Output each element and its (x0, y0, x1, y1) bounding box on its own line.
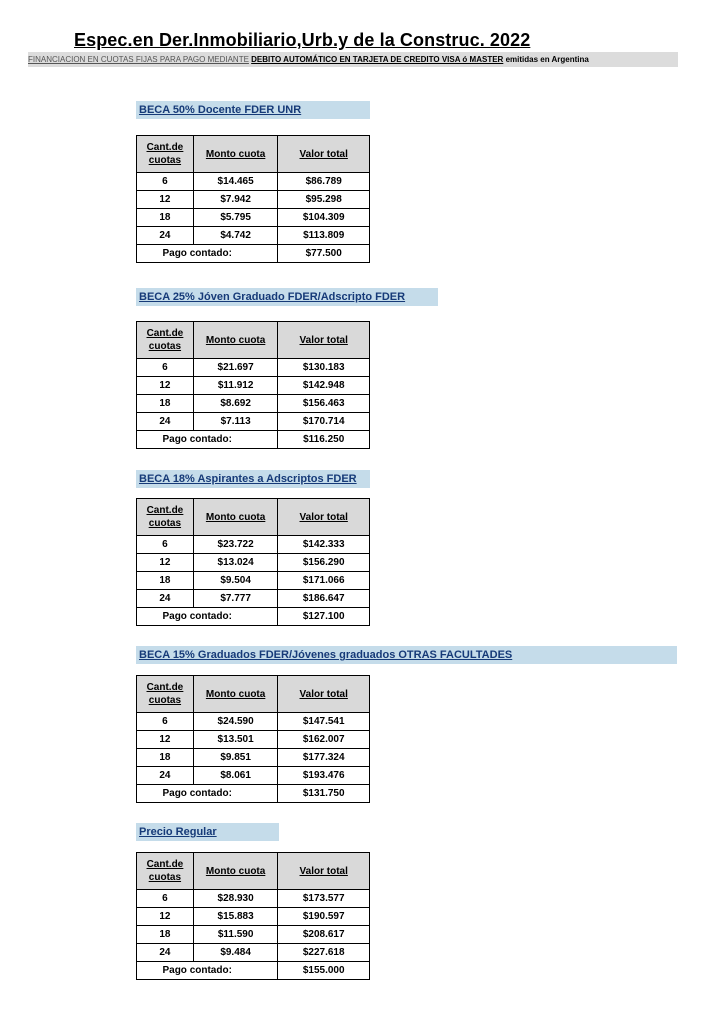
cash-payment-row (137, 962, 370, 980)
header-installment-amount-text: Monto cuota (205, 865, 266, 877)
header-installments-line2: cuotas (148, 155, 182, 166)
header-installments-line1: Cant.de (146, 328, 184, 339)
cell-cuotas: 6 (137, 536, 194, 554)
cell-valor: $171.066 (278, 572, 370, 590)
header-installment-amount-text: Monto cuota (205, 511, 266, 523)
cash-payment-value: $155.000 (278, 962, 370, 980)
cell-monto: $8.692 (193, 395, 278, 413)
header-installments-line1: Cant.de (146, 682, 184, 693)
cell-valor: $227.618 (278, 944, 370, 962)
header-total-value (278, 499, 370, 536)
cell-cuotas: 24 (137, 413, 194, 431)
cell-valor: $130.183 (278, 359, 370, 377)
cell-cuotas: 18 (137, 395, 194, 413)
cell-valor: $142.948 (278, 377, 370, 395)
cell-monto: $28.930 (193, 890, 278, 908)
cash-payment-label: Pago contado: (137, 245, 278, 263)
cell-cuotas: 18 (137, 572, 194, 590)
cell-monto: $7.942 (193, 191, 278, 209)
cell-cuotas: 24 (137, 227, 194, 245)
section-title (136, 823, 279, 841)
subtitle-suffix: emitidas en Argentina (505, 55, 589, 64)
cash-payment-row (137, 785, 370, 803)
section-title (136, 101, 370, 119)
section-title (136, 470, 370, 488)
cash-payment-row (137, 245, 370, 263)
header-installment-amount-text: Monto cuota (205, 148, 266, 160)
cell-monto: $7.113 (193, 413, 278, 431)
header-installments-line2: cuotas (148, 872, 182, 883)
cell-monto: $11.912 (193, 377, 278, 395)
table-row (137, 926, 370, 944)
table-row (137, 572, 370, 590)
section-title (136, 646, 677, 664)
cell-cuotas: 6 (137, 713, 194, 731)
cell-cuotas: 6 (137, 890, 194, 908)
table-header-row (137, 499, 370, 536)
header-installments-line1: Cant.de (146, 505, 184, 516)
cell-cuotas: 12 (137, 377, 194, 395)
cell-valor: $177.324 (278, 749, 370, 767)
financing-subtitle (28, 52, 678, 67)
cell-cuotas: 12 (137, 908, 194, 926)
cell-monto: $23.722 (193, 536, 278, 554)
header-installments-line2: cuotas (148, 695, 182, 706)
cell-valor: $147.541 (278, 713, 370, 731)
header-total-value (278, 322, 370, 359)
cash-payment-value: $77.500 (278, 245, 370, 263)
cell-monto: $4.742 (193, 227, 278, 245)
cash-payment-row (137, 608, 370, 626)
cell-valor: $173.577 (278, 890, 370, 908)
cell-monto: $13.501 (193, 731, 278, 749)
cell-monto: $5.795 (193, 209, 278, 227)
page-title: Espec.en Der.Inmobiliario,Urb.y de la Construc. 2022 (74, 30, 531, 50)
table-row (137, 767, 370, 785)
cash-payment-value: $131.750 (278, 785, 370, 803)
cell-valor: $113.809 (278, 227, 370, 245)
cell-cuotas: 12 (137, 191, 194, 209)
section-title-text: BECA 25% Jóven Graduado FDER/Adscripto FDER (139, 291, 406, 303)
table-row (137, 713, 370, 731)
table-row (137, 191, 370, 209)
cash-payment-label: Pago contado: (137, 431, 278, 449)
section-title (136, 288, 438, 306)
section-title-text: BECA 50% Docente FDER UNR (139, 104, 302, 116)
table-header-row (137, 322, 370, 359)
table-row (137, 377, 370, 395)
header-installment-amount (193, 853, 278, 890)
header-total-value (278, 136, 370, 173)
header-installments-line2: cuotas (148, 518, 182, 529)
cell-monto: $21.697 (193, 359, 278, 377)
table-header-row (137, 676, 370, 713)
cell-cuotas: 12 (137, 731, 194, 749)
cell-valor: $156.290 (278, 554, 370, 572)
cash-payment-label: Pago contado: (137, 785, 278, 803)
installments-table (136, 675, 370, 803)
header-total-value-text: Valor total (299, 511, 348, 523)
cell-monto: $9.504 (193, 572, 278, 590)
cell-monto: $9.851 (193, 749, 278, 767)
header-installment-amount-text: Monto cuota (205, 334, 266, 346)
table-row (137, 944, 370, 962)
header-installments (137, 676, 194, 713)
header-total-value-text: Valor total (299, 865, 348, 877)
cell-valor: $208.617 (278, 926, 370, 944)
header-installments-line2: cuotas (148, 341, 182, 352)
table-row (137, 554, 370, 572)
header-installments-line1: Cant.de (146, 142, 184, 153)
header-total-value-text: Valor total (299, 148, 348, 160)
header-total-value-text: Valor total (299, 688, 348, 700)
table-row (137, 731, 370, 749)
table-row (137, 173, 370, 191)
table-row (137, 395, 370, 413)
cell-valor: $193.476 (278, 767, 370, 785)
table-row (137, 590, 370, 608)
table-header-row (137, 853, 370, 890)
cash-payment-label: Pago contado: (137, 608, 278, 626)
table-header-row (137, 136, 370, 173)
installments-table (136, 321, 370, 449)
cell-cuotas: 24 (137, 767, 194, 785)
table-row (137, 890, 370, 908)
header-installment-amount (193, 676, 278, 713)
cell-monto: $15.883 (193, 908, 278, 926)
cell-cuotas: 6 (137, 173, 194, 191)
cell-cuotas: 6 (137, 359, 194, 377)
installments-table (136, 498, 370, 626)
cell-monto: $7.777 (193, 590, 278, 608)
header-total-value (278, 853, 370, 890)
section-title-text: BECA 15% Graduados FDER/Jóvenes graduados OTRAS FACULTADES (139, 649, 513, 661)
cell-cuotas: 18 (137, 209, 194, 227)
cell-monto: $11.590 (193, 926, 278, 944)
cash-payment-label: Pago contado: (137, 962, 278, 980)
table-row (137, 749, 370, 767)
table-row (137, 536, 370, 554)
cell-monto: $9.484 (193, 944, 278, 962)
cell-monto: $8.061 (193, 767, 278, 785)
cash-payment-row (137, 431, 370, 449)
header-installments-line1: Cant.de (146, 859, 184, 870)
table-row (137, 227, 370, 245)
cell-valor: $95.298 (278, 191, 370, 209)
header-installments (137, 499, 194, 536)
header-installments (137, 853, 194, 890)
header-installment-amount (193, 499, 278, 536)
table-row (137, 908, 370, 926)
cash-payment-value: $116.250 (278, 431, 370, 449)
cell-valor: $186.647 (278, 590, 370, 608)
header-total-value (278, 676, 370, 713)
cell-monto: $14.465 (193, 173, 278, 191)
cell-cuotas: 24 (137, 944, 194, 962)
header-installment-amount (193, 136, 278, 173)
table-row (137, 359, 370, 377)
cell-valor: $162.007 (278, 731, 370, 749)
subtitle-payment-method: DEBITO AUTOMÁTICO EN TARJETA DE CREDITO VISA ó MASTER (251, 55, 504, 64)
cell-cuotas: 18 (137, 749, 194, 767)
section-title-text: Precio Regular (139, 826, 217, 838)
header-installments (137, 322, 194, 359)
header-total-value-text: Valor total (299, 334, 348, 346)
cell-valor: $104.309 (278, 209, 370, 227)
table-row (137, 413, 370, 431)
cell-valor: $86.789 (278, 173, 370, 191)
header-installment-amount-text: Monto cuota (205, 688, 266, 700)
table-row (137, 209, 370, 227)
subtitle-prefix: FINANCIACION EN CUOTAS FIJAS PARA PAGO MEDIANTE (28, 55, 249, 64)
cell-valor: $190.597 (278, 908, 370, 926)
section-title-text: BECA 18% Aspirantes a Adscriptos FDER (139, 473, 357, 485)
cell-monto: $24.590 (193, 713, 278, 731)
cell-valor: $156.463 (278, 395, 370, 413)
installments-table (136, 135, 370, 263)
header-installment-amount (193, 322, 278, 359)
cell-monto: $13.024 (193, 554, 278, 572)
cell-cuotas: 18 (137, 926, 194, 944)
cell-valor: $142.333 (278, 536, 370, 554)
cash-payment-value: $127.100 (278, 608, 370, 626)
header-installments (137, 136, 194, 173)
cell-cuotas: 24 (137, 590, 194, 608)
cell-valor: $170.714 (278, 413, 370, 431)
installments-table (136, 852, 370, 980)
cell-cuotas: 12 (137, 554, 194, 572)
